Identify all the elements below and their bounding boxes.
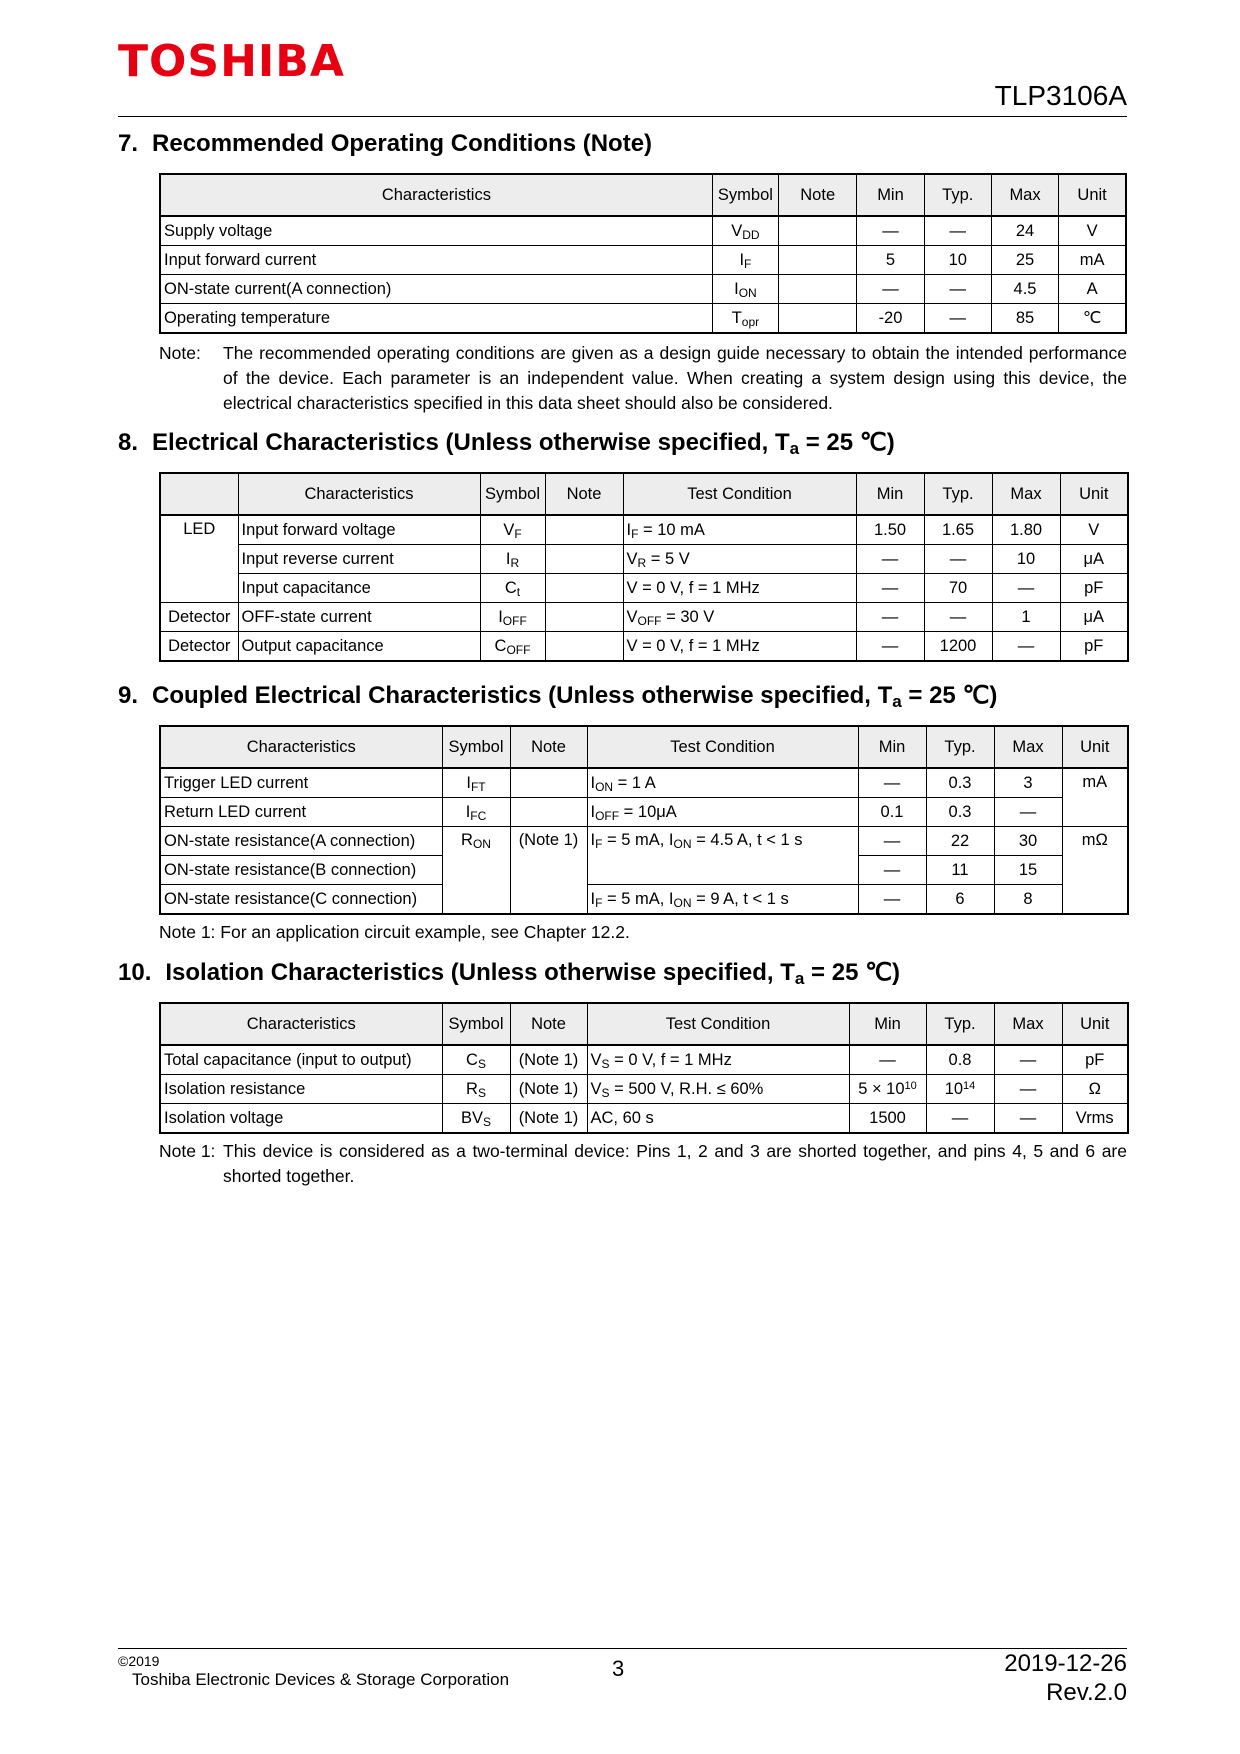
- col-header: Typ.: [926, 1003, 994, 1045]
- note-label: Note:: [159, 343, 201, 363]
- col-header: Typ.: [926, 726, 994, 768]
- isolation-characteristics-table: [159, 1002, 1129, 1134]
- cell-test-condition: $I_{ON} = 1$ A: [587, 768, 858, 798]
- table-row: [160, 1104, 1128, 1134]
- cell-note: (Note 1): [510, 1075, 587, 1104]
- cell-min: —: [856, 603, 924, 632]
- section-10-title: 10. Isolation Characteristics (Unless otherwise specified, $T_a = 25$ ℃): [118, 959, 901, 988]
- operating-conditions-table: [159, 173, 1127, 334]
- cell-unit: V: [1059, 216, 1126, 246]
- cell-test-condition: $V_{OFF} = 30$ V: [623, 603, 856, 632]
- cell-test-condition: $I_{OFF} = 10\mu A$: [587, 798, 858, 827]
- revision-date: 2019-12-26: [1004, 1650, 1127, 1677]
- cell-min: —: [856, 632, 924, 662]
- electrical-characteristics-table: [159, 472, 1129, 662]
- cell-typ: —: [926, 1104, 994, 1134]
- table-row: [160, 545, 1128, 574]
- cell-note: [545, 545, 623, 574]
- group-label-detector: Detector: [160, 603, 238, 632]
- col-header: Test Condition: [587, 1003, 849, 1045]
- section-10-note: [159, 1139, 1127, 1191]
- cell-unit: pF: [1060, 574, 1128, 603]
- cell-test-condition: V = 0 V, f = 1 MHz: [623, 574, 856, 603]
- cell-typ: 0.8: [926, 1045, 994, 1075]
- cell-characteristic: Operating temperature: [160, 304, 712, 334]
- cell-unit: Ω: [1062, 1075, 1128, 1104]
- cell-max: 4.5: [991, 275, 1058, 304]
- cell-typ: —: [924, 603, 992, 632]
- cell-note: (Note 1): [510, 1104, 587, 1134]
- cell-min: —: [849, 1045, 926, 1075]
- table-row: [160, 827, 1128, 856]
- col-header: Symbol: [442, 1003, 510, 1045]
- cell-typ: 11: [926, 856, 994, 885]
- col-header: Test Condition: [623, 473, 856, 515]
- col-header: Unit: [1059, 174, 1126, 216]
- cell-typ: 0.3: [926, 798, 994, 827]
- cell-min: —: [858, 856, 926, 885]
- col-header: Note: [545, 473, 623, 515]
- col-header: Note: [510, 726, 587, 768]
- cell-characteristic: OFF-state current: [238, 603, 480, 632]
- cell-min: —: [857, 216, 924, 246]
- cell-typ: —: [924, 216, 991, 246]
- cell-unit: ℃: [1059, 304, 1126, 334]
- cell-note: [510, 768, 587, 798]
- col-header: Typ.: [924, 473, 992, 515]
- cell-test-condition: V = 0 V, f = 1 MHz: [623, 632, 856, 662]
- cell-min: —: [858, 885, 926, 915]
- col-header: Min: [857, 174, 924, 216]
- cell-typ: 1.65: [924, 515, 992, 545]
- cell-max: 24: [991, 216, 1058, 246]
- cell-typ: 22: [926, 827, 994, 856]
- cell-max: —: [994, 798, 1062, 827]
- note-text: The recommended operating conditions are given as a design guide necessary to obtain the intended performance of the device. Each parameter is an independent value. When creating a system design using this device, the electrical characteristics specified in this data sheet should also be considered.: [223, 343, 1127, 413]
- cell-test-condition: $I_F = 5$ mA, $I_{ON} = 4.5$ A, t < 1 s: [587, 827, 858, 885]
- section-8-title: 8. Electrical Characteristics (Unless otherwise specified, $T_a = 25$ ℃): [118, 429, 895, 458]
- toshiba-logo: TOSHIBA: [118, 36, 345, 87]
- table-row: [160, 632, 1128, 662]
- cell-typ: 70: [924, 574, 992, 603]
- col-header: Note: [510, 1003, 587, 1045]
- col-header: Unit: [1062, 726, 1128, 768]
- col-header: Characteristics: [238, 473, 480, 515]
- cell-max: —: [994, 1045, 1062, 1075]
- cell-min: —: [856, 545, 924, 574]
- cell-symbol: $R_{ON}$: [442, 827, 510, 915]
- col-header: Max: [994, 726, 1062, 768]
- table-row: [160, 574, 1128, 603]
- cell-symbol: $I_{OFF}$: [480, 603, 545, 632]
- cell-characteristic: Supply voltage: [160, 216, 712, 246]
- col-header: Min: [849, 1003, 926, 1045]
- company-name: Toshiba Electronic Devices & Storage Corporation: [132, 1670, 510, 1689]
- cell-note: (Note 1): [510, 827, 587, 915]
- cell-characteristic: ON-state resistance(A connection): [160, 827, 442, 856]
- cell-symbol: $I_{FC}$: [442, 798, 510, 827]
- cell-note: [779, 216, 857, 246]
- cell-characteristic: Total capacitance (input to output): [160, 1045, 442, 1075]
- cell-test-condition: $V_S = 0$ V, f = 1 MHz: [587, 1045, 849, 1075]
- cell-test-condition: AC, 60 s: [587, 1104, 849, 1134]
- footer-rule: [118, 1648, 1127, 1649]
- cell-max: 10: [992, 545, 1060, 574]
- cell-max: 85: [991, 304, 1058, 334]
- cell-note: [779, 304, 857, 334]
- cell-symbol: $V_F$: [480, 515, 545, 545]
- table-row: [160, 885, 1128, 915]
- col-header: Symbol: [442, 726, 510, 768]
- section-7-title: [118, 130, 652, 158]
- cell-note: [779, 275, 857, 304]
- cell-typ: —: [924, 275, 991, 304]
- cell-unit: V: [1060, 515, 1128, 545]
- cell-min: -20: [857, 304, 924, 334]
- cell-max: 3: [994, 768, 1062, 798]
- cell-characteristic: ON-state current(A connection): [160, 275, 712, 304]
- cell-symbol: $I_R$: [480, 545, 545, 574]
- cell-note: [545, 515, 623, 545]
- table-row: [160, 275, 1126, 304]
- cell-note: [779, 246, 857, 275]
- cell-symbol: $C_t$: [480, 574, 545, 603]
- cell-symbol: $C_S$: [442, 1045, 510, 1075]
- col-header: Max: [992, 473, 1060, 515]
- table-row: [160, 246, 1126, 275]
- cell-unit: pF: [1062, 1045, 1128, 1075]
- cell-typ: —: [924, 545, 992, 574]
- cell-typ: 6: [926, 885, 994, 915]
- cell-unit: Vrms: [1062, 1104, 1128, 1134]
- cell-unit: pF: [1060, 632, 1128, 662]
- cell-symbol: $V_{DD}$: [712, 216, 778, 246]
- col-header: Typ.: [924, 174, 991, 216]
- section-7-note: [159, 341, 1127, 417]
- cell-min: 1500: [849, 1104, 926, 1134]
- cell-characteristic: Return LED current: [160, 798, 442, 827]
- col-header-blank: [160, 473, 238, 515]
- table-header-row: [160, 1003, 1128, 1045]
- cell-min: —: [856, 574, 924, 603]
- cell-characteristic: ON-state resistance(B connection): [160, 856, 442, 885]
- col-header: Min: [858, 726, 926, 768]
- cell-characteristic: Isolation resistance: [160, 1075, 442, 1104]
- section-9-title: 9. Coupled Electrical Characteristics (Unless otherwise specified, $T_a = 25$ ℃): [118, 682, 998, 711]
- col-header: Characteristics: [160, 174, 712, 216]
- cell-test-condition: $I_F = 10$ mA: [623, 515, 856, 545]
- page-number: 3: [612, 1656, 625, 1681]
- cell-max: —: [992, 574, 1060, 603]
- cell-symbol: $R_S$: [442, 1075, 510, 1104]
- cell-symbol: $C_{OFF}$: [480, 632, 545, 662]
- cell-max: 1: [992, 603, 1060, 632]
- cell-typ: 0.3: [926, 768, 994, 798]
- cell-unit: μA: [1060, 545, 1128, 574]
- cell-characteristic: ON-state resistance(C connection): [160, 885, 442, 915]
- cell-characteristic: Input forward voltage: [238, 515, 480, 545]
- col-header: Test Condition: [587, 726, 858, 768]
- section-9-note: Note 1: For an application circuit example, see Chapter 12.2.: [159, 922, 630, 942]
- table-header-row: [160, 726, 1128, 768]
- cell-min: $5 \times 10^{10}$: [849, 1075, 926, 1104]
- coupled-characteristics-table: [159, 725, 1129, 915]
- cell-max: —: [992, 632, 1060, 662]
- cell-unit: A: [1059, 275, 1126, 304]
- cell-test-condition: $V_S = 500$ V, R.H. ≤ 60%: [587, 1075, 849, 1104]
- cell-min: 0.1: [858, 798, 926, 827]
- cell-note: [545, 632, 623, 662]
- table-row: [160, 603, 1128, 632]
- cell-note: [545, 603, 623, 632]
- cell-typ: —: [924, 304, 991, 334]
- cell-min: —: [858, 827, 926, 856]
- col-header: Unit: [1062, 1003, 1128, 1045]
- revision-number: Rev.2.0: [1046, 1679, 1127, 1706]
- cell-unit: mA: [1062, 768, 1128, 827]
- cell-test-condition: $I_F = 5$ mA, $I_{ON} = 9$ A, t < 1 s: [587, 885, 858, 915]
- cell-max: 15: [994, 856, 1062, 885]
- cell-min: —: [858, 768, 926, 798]
- group-label-led: LED: [160, 515, 238, 603]
- cell-note: [510, 798, 587, 827]
- cell-symbol: $I_{FT}$: [442, 768, 510, 798]
- group-label-detector: Detector: [160, 632, 238, 662]
- col-header: Characteristics: [160, 1003, 442, 1045]
- table-row: [160, 304, 1126, 334]
- cell-typ: $10^{14}$: [926, 1075, 994, 1104]
- part-number: TLP3106A: [994, 80, 1127, 111]
- cell-max: 30: [994, 827, 1062, 856]
- col-header: Symbol: [480, 473, 545, 515]
- table-row: [160, 1045, 1128, 1075]
- cell-max: 25: [991, 246, 1058, 275]
- cell-unit: μA: [1060, 603, 1128, 632]
- table-row: [160, 768, 1128, 798]
- col-header: Symbol: [712, 174, 778, 216]
- table-header-row: [160, 174, 1126, 216]
- table-row: [160, 515, 1128, 545]
- cell-characteristic: Input forward current: [160, 246, 712, 275]
- section-number: 9.: [118, 682, 139, 709]
- cell-test-condition: $V_R = 5$ V: [623, 545, 856, 574]
- cell-unit: mΩ: [1062, 827, 1128, 915]
- cell-max: —: [994, 1075, 1062, 1104]
- cell-characteristic: Output capacitance: [238, 632, 480, 662]
- cell-characteristic: Trigger LED current: [160, 768, 442, 798]
- cell-min: 5: [857, 246, 924, 275]
- col-header: Max: [994, 1003, 1062, 1045]
- note-text: This device is considered as a two-terminal device: Pins 1, 2 and 3 are shorted together, and pins 4, 5 and 6 are shorted together.: [223, 1141, 1127, 1186]
- cell-typ: 10: [924, 246, 991, 275]
- table-row: [160, 216, 1126, 246]
- cell-max: —: [994, 1104, 1062, 1134]
- cell-symbol: $I_{ON}$: [712, 275, 778, 304]
- cell-characteristic: Input capacitance: [238, 574, 480, 603]
- cell-symbol: $I_F$: [712, 246, 778, 275]
- cell-note: [545, 574, 623, 603]
- cell-max: 1.80: [992, 515, 1060, 545]
- cell-note: (Note 1): [510, 1045, 587, 1075]
- col-header: Characteristics: [160, 726, 442, 768]
- cell-min: 1.50: [856, 515, 924, 545]
- cell-characteristic: Input reverse current: [238, 545, 480, 574]
- note-label: Note 1:: [159, 1141, 216, 1161]
- section-number: 7.: [118, 130, 139, 157]
- col-header: Unit: [1060, 473, 1128, 515]
- table-header-row: [160, 473, 1128, 515]
- col-header: Max: [991, 174, 1058, 216]
- section-title-text: Recommended Operating Conditions (Note): [152, 130, 653, 157]
- section-number: 10.: [118, 959, 152, 986]
- cell-symbol: $BV_S$: [442, 1104, 510, 1134]
- cell-typ: 1200: [924, 632, 992, 662]
- table-row: [160, 1075, 1128, 1104]
- table-row: [160, 798, 1128, 827]
- section-number: 8.: [118, 429, 139, 456]
- cell-unit: mA: [1059, 246, 1126, 275]
- col-header: Note: [779, 174, 857, 216]
- col-header: Min: [856, 473, 924, 515]
- cell-characteristic: Isolation voltage: [160, 1104, 442, 1134]
- header-rule: [118, 116, 1127, 117]
- cell-min: —: [857, 275, 924, 304]
- cell-symbol: $T_{opr}$: [712, 304, 778, 334]
- cell-max: 8: [994, 885, 1062, 915]
- copyright: ©2019: [118, 1653, 160, 1669]
